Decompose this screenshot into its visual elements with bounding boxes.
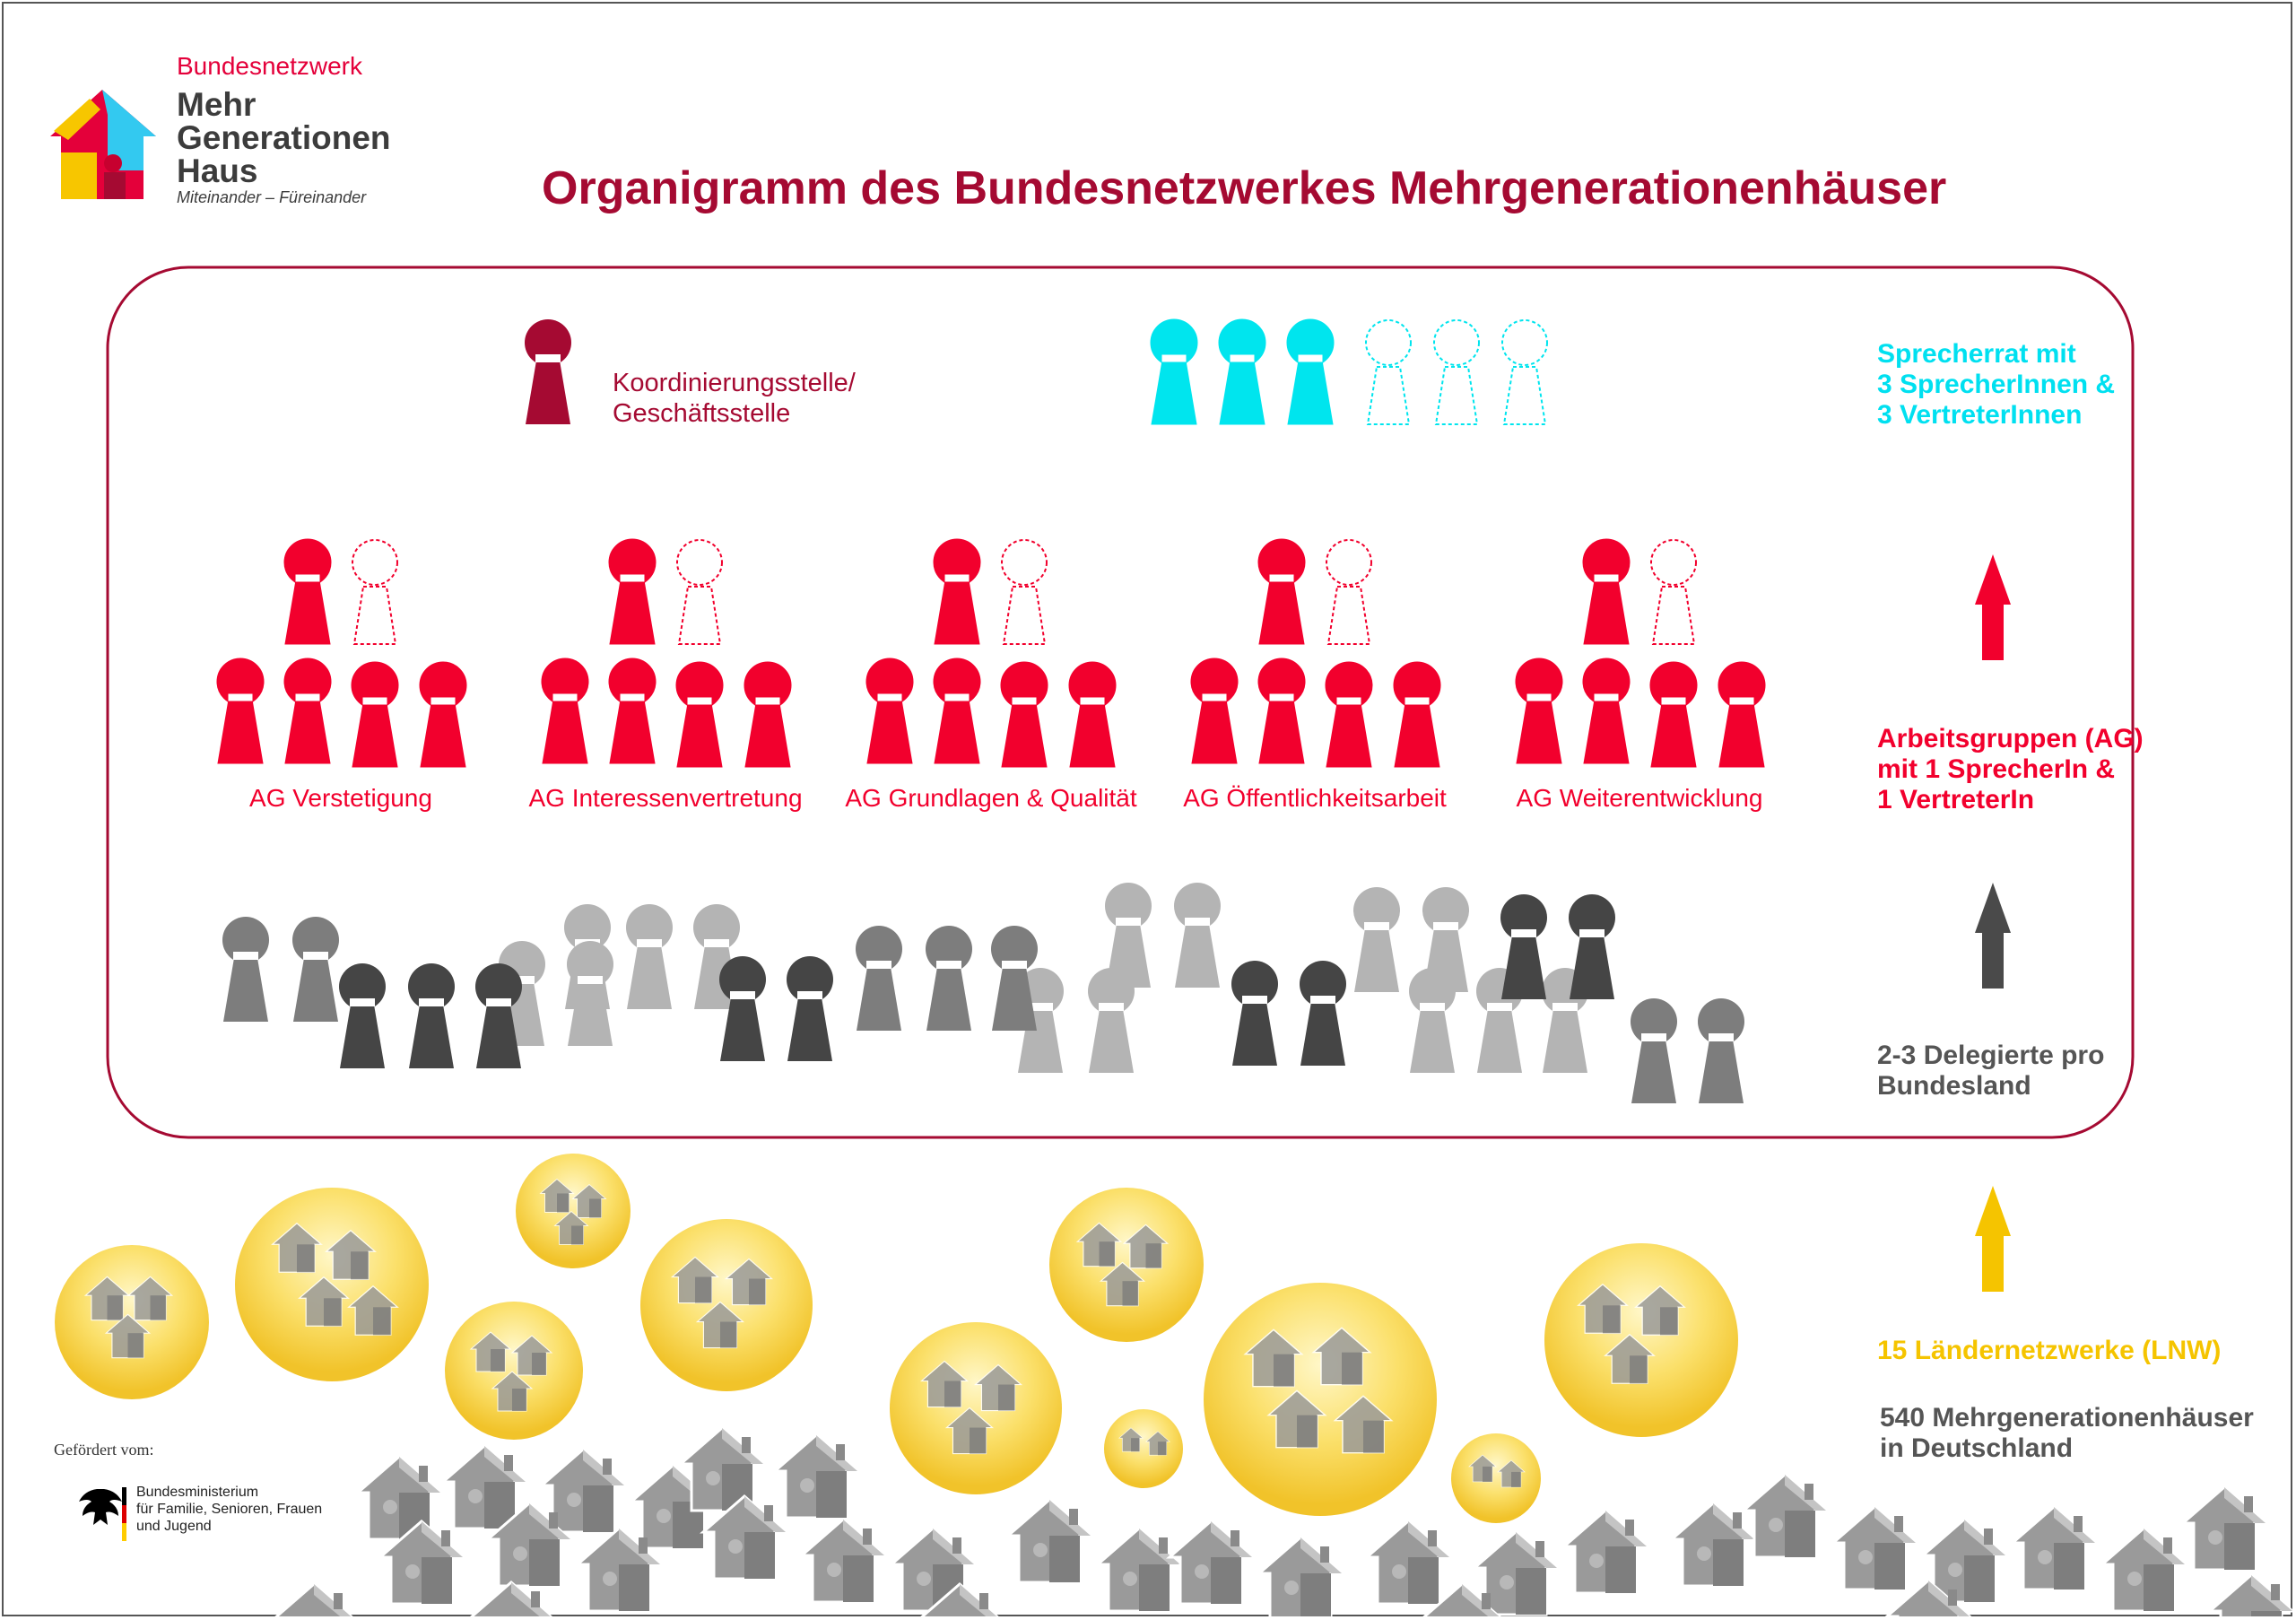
ag-label-weiterentwicklung: AG Weiterentwicklung <box>1516 784 1763 812</box>
legend-sprecherrat: Sprecherrat mit 3 SprecherInnen & 3 VertreterInnen <box>1877 339 2116 430</box>
ag-label-grundlagen: AG Grundlagen & Qualität <box>845 784 1137 812</box>
federal-eagle-icon <box>79 1487 126 1541</box>
lnw-circle <box>890 1322 1062 1494</box>
lnw-circle <box>1451 1433 1541 1523</box>
arrow-up-grey-icon <box>1975 883 2011 989</box>
logo-tagline: Miteinander – Füreinander <box>177 188 367 206</box>
legend-haeuser: 540 Mehrgenerationenhäuser in Deutschland <box>1880 1403 2254 1463</box>
logo-name: Mehr Generationen Haus <box>177 86 391 189</box>
ag-label-verstetigung: AG Verstetigung <box>249 784 432 812</box>
lnw-circle <box>55 1245 209 1399</box>
delegate-figures <box>222 883 1744 1103</box>
arrow-up-red-icon <box>1975 554 2011 660</box>
ag-group-weiterentwicklung <box>1516 539 1765 767</box>
legend-delegierte: 2-3 Delegierte pro Bundesland <box>1877 1041 2105 1101</box>
page-title: Organigramm des Bundesnetzwerkes Mehrgenerationenhäuser <box>542 162 1947 214</box>
lnw-circle <box>1544 1243 1738 1437</box>
lnw-circle <box>1204 1283 1437 1516</box>
sprecherrat-figures <box>1151 319 1547 424</box>
ag-group-verstetigung <box>217 539 466 767</box>
laendernetzwerk-circles <box>55 1154 1738 1523</box>
ag-figures <box>217 539 1765 767</box>
legend-laendernetzwerke: 15 Ländernetzwerke (LNW) <box>1877 1336 2222 1365</box>
koordinierung-label: Koordinierungsstelle/ Geschäftsstelle <box>613 369 856 428</box>
lnw-circle <box>516 1154 631 1268</box>
logo-brand: Bundesnetzwerk <box>177 52 363 80</box>
ministry-name: Bundesministerium für Familie, Senioren, Frauen und Jugend <box>136 1485 323 1534</box>
ag-label-oeffentlichkeitsarbeit: AG Öffentlichkeitsarbeit <box>1183 784 1447 812</box>
ag-group-grundlagen <box>866 539 1116 767</box>
ag-group-interessenvertretung <box>542 539 791 767</box>
ag-group-oeffentlichkeit <box>1191 539 1440 767</box>
lnw-circle <box>1049 1188 1204 1342</box>
legend-arbeitsgruppen: Arbeitsgruppen (AG) mit 1 SprecherIn & 1 VertreterIn <box>1877 724 2144 814</box>
koordinierung-figure <box>525 319 571 424</box>
ag-label-interessenvertretung: AG Interessenvertretung <box>528 784 803 812</box>
lnw-circle <box>1104 1409 1183 1488</box>
lnw-circle <box>235 1188 429 1381</box>
arrow-up-yellow-icon <box>1975 1186 2011 1292</box>
logo-house-icon <box>50 90 156 199</box>
lnw-circle <box>445 1302 583 1440</box>
funder-label: Gefördert vom: <box>54 1441 154 1459</box>
lnw-circle <box>640 1219 813 1391</box>
